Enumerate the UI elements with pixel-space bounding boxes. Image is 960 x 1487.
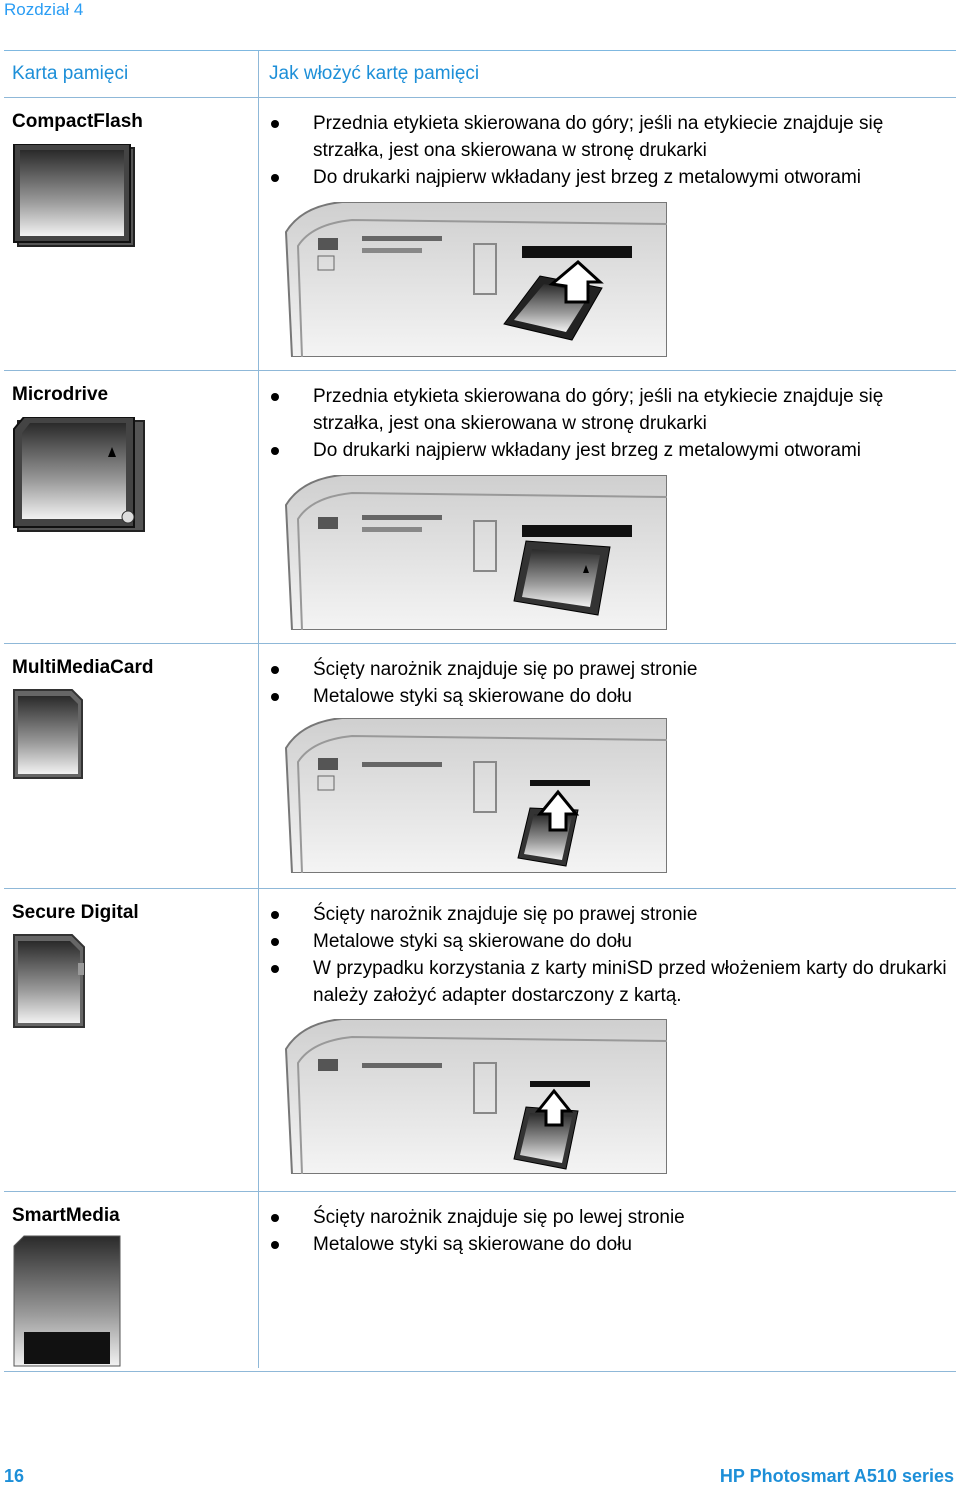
instruction-list (269, 901, 954, 1009)
printer-multimediacard-illustration (282, 718, 667, 873)
list-item: Do drukarki najpierw wkładany jest brzeg z metalowymi otworami (269, 164, 954, 191)
product-name: HP Photosmart A510 series (719, 1466, 954, 1486)
printer-securedigital-illustration (282, 1019, 667, 1174)
table-row-compactflash (4, 98, 956, 371)
page-number: 16 (4, 1466, 25, 1486)
secure-digital-card-icon (12, 933, 86, 1029)
card-name: MultiMediaCard (12, 657, 154, 678)
instruction-list (269, 656, 954, 710)
list-item: Ścięty narożnik znajduje się po lewej stronie (269, 1204, 954, 1231)
compactflash-card-icon (12, 144, 136, 248)
list-item: Ścięty narożnik znajduje się po prawej stronie (269, 901, 954, 928)
table-header (4, 51, 956, 98)
list-item: Metalowe styki są skierowane do dołu (269, 928, 954, 955)
table-row-securedigital (4, 889, 956, 1192)
printer-microdrive-illustration (282, 475, 667, 630)
table-row-microdrive (4, 371, 956, 644)
list-item: Przednia etykieta skierowana do góry; jeśli na etykiecie znajduje się strzałka, jest ona skierowana w stronę drukarki (269, 110, 954, 164)
list-item: W przypadku korzystania z karty miniSD przed włożeniem karty do drukarki należy założyć adapter dostarczony z kartą. (269, 955, 954, 1009)
memory-card-table (4, 51, 956, 1372)
instruction-list (269, 1204, 954, 1258)
instruction-list (269, 110, 954, 191)
card-name: SmartMedia (12, 1205, 120, 1226)
list-item: Metalowe styki są skierowane do dołu (269, 1231, 954, 1258)
table-row-multimediacard (4, 644, 956, 889)
col-header-card: Karta pamięci (12, 63, 129, 84)
card-name: Secure Digital (12, 902, 139, 923)
microdrive-card-icon (12, 417, 146, 533)
card-name: CompactFlash (12, 111, 143, 132)
list-item: Do drukarki najpierw wkładany jest brzeg z metalowymi otworami (269, 437, 954, 464)
list-item: Przednia etykieta skierowana do góry; jeśli na etykiecie znajduje się strzałka, jest ona skierowana w stronę drukarki (269, 383, 954, 437)
smartmedia-card-icon (12, 1234, 122, 1368)
col-header-how: Jak włożyć kartę pamięci (269, 63, 480, 84)
multimediacard-icon (12, 688, 84, 780)
chapter-label: Rozdział 4 (4, 0, 84, 19)
table-row-smartmedia (4, 1192, 956, 1372)
list-item: Metalowe styki są skierowane do dołu (269, 683, 954, 710)
printer-compactflash-illustration (282, 202, 667, 357)
list-item: Ścięty narożnik znajduje się po prawej stronie (269, 656, 954, 683)
card-name: Microdrive (12, 384, 109, 405)
instruction-list (269, 383, 954, 464)
